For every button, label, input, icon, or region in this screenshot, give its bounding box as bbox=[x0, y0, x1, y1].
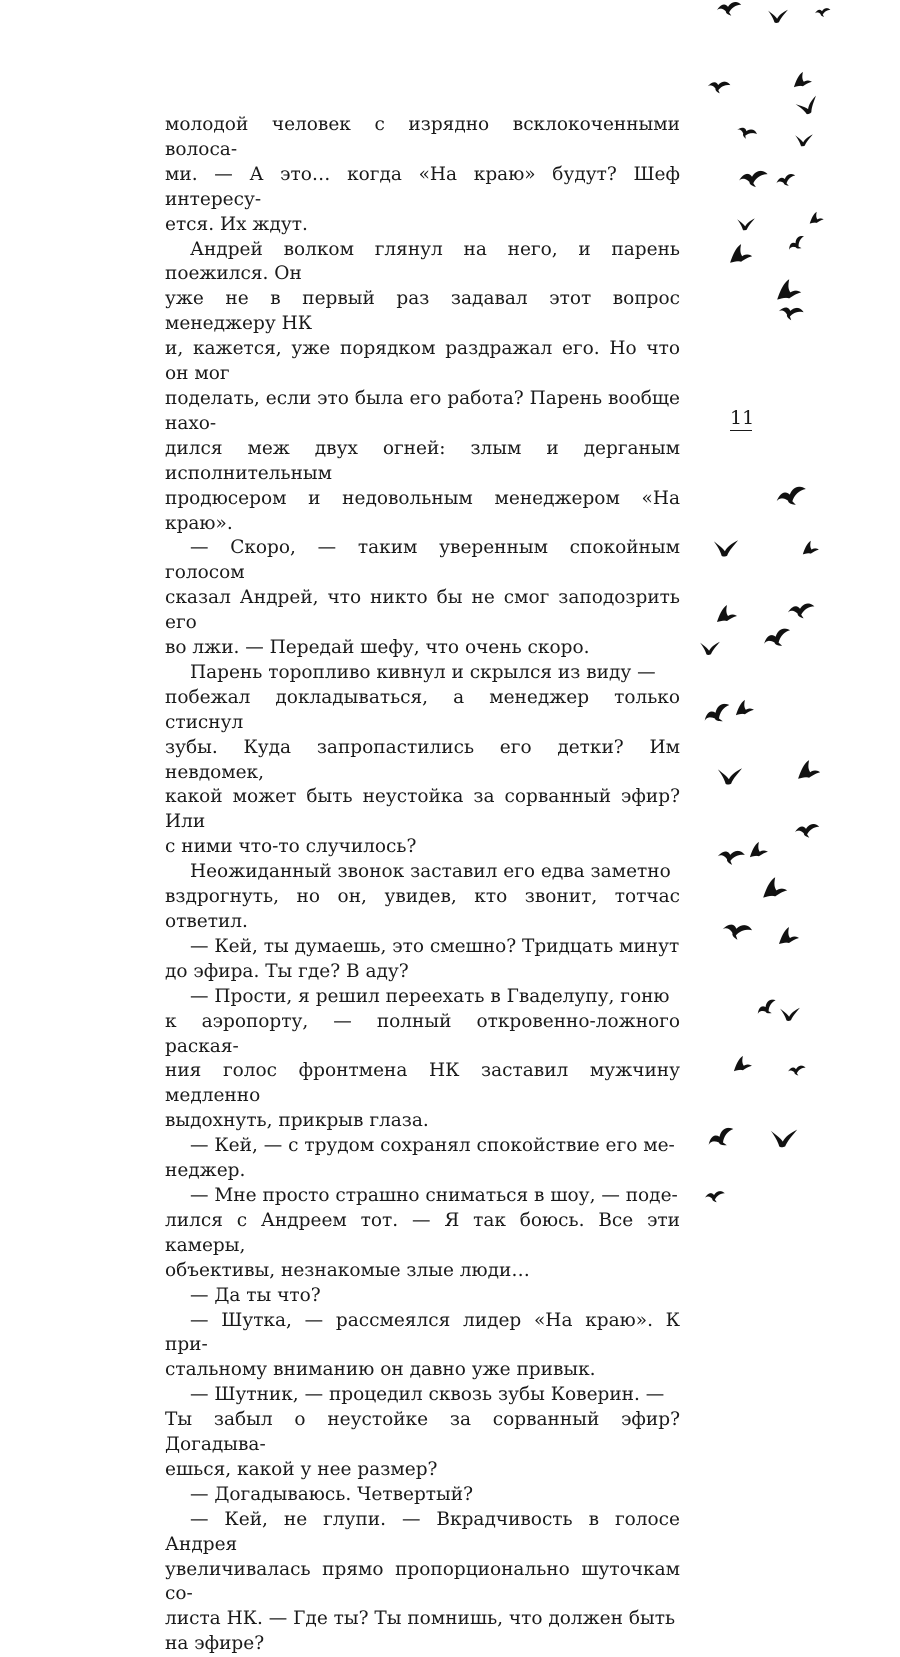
paragraph: — Шутник, — процедил сквозь зубы Коверин. — Ты забыл о неустойке за сорванный эфир? Догадыва- ешься, какой у нее размер? bbox=[165, 1384, 680, 1480]
paragraph: — Шутка, — рассмеялся лидер «На краю». К при- стальному вниманию он давно уже привык. bbox=[165, 1309, 680, 1381]
paragraph: Андрей волком глянул на него, и парень поежился. Он уже не в первый раз задавал этот вопрос менеджеру НК и, кажется, уже порядком раздражал его. Но что он мог поделать, если это была его работа? Парень вообще нахо- дился меж двух огней: злым и дерганым исполнительным продюсером и недовольным менеджером «На краю». bbox=[165, 238, 680, 534]
paragraph: — Скоро, — таким уверенным спокойным голосом сказал Андрей, что никто бы не смог заподозрить его во лжи. — Передай шефу, что очень скоро. bbox=[165, 537, 680, 659]
body-text bbox=[165, 113, 680, 1657]
page-number: 11 bbox=[730, 407, 755, 429]
paragraph: — Прости, я решил переехать в Гваделупу, гоню к аэропорту, — полный откровенно-ложного раская- ния голос фронтмена НК заставил мужчину медленно выдохнуть, прикрыв глаза. bbox=[165, 985, 680, 1132]
paragraph: молодой человек с изрядно всклокоченными волоса- ми. — А это… когда «На краю» будут? Шеф интересу- ется. Их ждут. bbox=[165, 114, 680, 235]
bird-icon bbox=[700, 2, 830, 1202]
paragraph: — Кей, ты думаешь, это смешно? Тридцать минут до эфира. Ты где? В аду? bbox=[165, 935, 680, 982]
paragraph: Парень торопливо кивнул и скрылся из виду — побежал докладываться, а менеджер только стиснул зубы. Куда запропастились его детки? Им невдомек, какой может быть неустойка за сорванный эфир? Или с ними что-то случилось? bbox=[165, 661, 680, 858]
paragraph: — Да ты что? bbox=[189, 1284, 321, 1306]
paragraph: — Кей, не глупи. — Вкрадчивость в голосе Андрея увеличивалась прямо пропорционально шуточкам со- листа НК. — Где ты? Ты помнишь, что должен быть на эфире? bbox=[165, 1508, 680, 1655]
flying-birds-icon bbox=[690, 0, 900, 1200]
paragraph: — Догадываюсь. Четвертый? bbox=[189, 1483, 474, 1505]
paragraph: — Мне просто страшно сниматься в шоу, — поде- лился с Андреем тот. — Я так боюсь. Все эти камеры, объективы, незнакомые злые люди… bbox=[165, 1184, 680, 1281]
paragraph: — Кей, — с трудом сохранял спокойствие его ме- неджер. bbox=[165, 1135, 675, 1182]
paragraph: Неожиданный звонок заставил его едва заметно вздрогнуть, но он, увидев, кто звонит, тотчас ответил. bbox=[165, 861, 680, 932]
